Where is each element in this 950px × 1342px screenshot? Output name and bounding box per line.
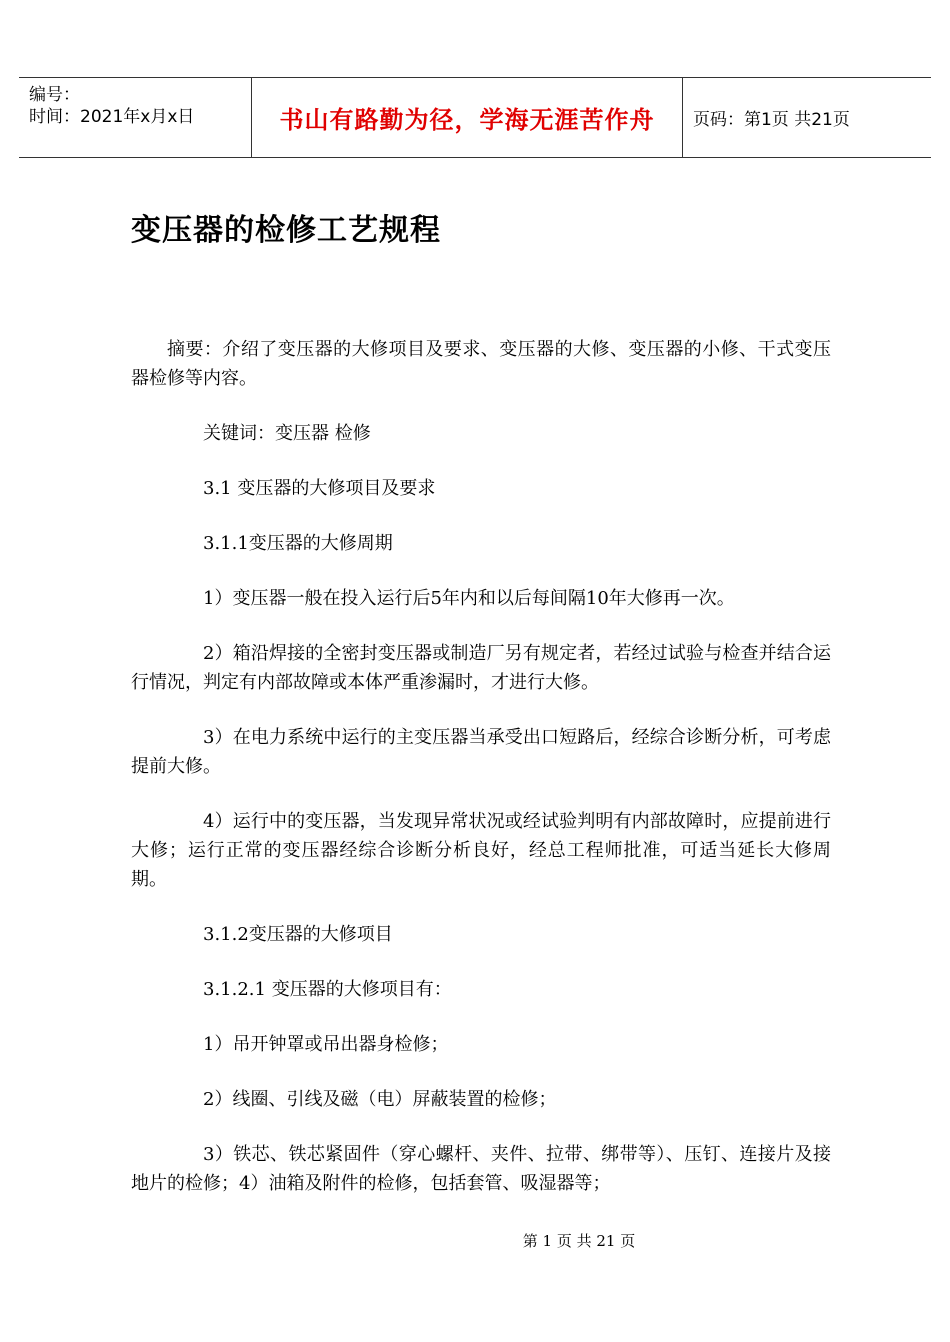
list-item: 4）运行中的变压器，当发现异常状况或经试验判明有内部故障时，应提前进行大修；运行正常的变压器经综合诊断分析良好，经总工程师批准，可适当延长大修周期。: [131, 811, 831, 890]
abstract-paragraph: 摘要：介绍了变压器的大修项目及要求、变压器的大修、变压器的小修、干式变压器检修等内容。: [131, 339, 831, 389]
subsection-heading: 3.1.2变压器的大修项目: [203, 924, 393, 945]
subsection-heading: 3.1.2.1 变压器的大修项目有：: [203, 979, 452, 1000]
list-item: 1）变压器一般在投入运行后5年内和以后每间隔10年大修再一次。: [203, 588, 735, 609]
page-header: [19, 77, 931, 158]
document-time: 时间：2021年x月x日: [29, 107, 195, 127]
header-motto-cell: [252, 78, 683, 157]
document-title: 变压器的检修工艺规程: [131, 213, 441, 248]
list-item: 1）吊开钟罩或吊出器身检修；: [203, 1034, 449, 1055]
keywords-paragraph: 关键词：变压器 检修: [203, 423, 371, 444]
list-item: 2）箱沿焊接的全密封变压器或制造厂另有规定者，若经过试验与检查并结合运行情况，判定有内部故障或本体严重渗漏时，才进行大修。: [131, 643, 831, 693]
list-item: 2）线圈、引线及磁（电）屏蔽装置的检修；: [203, 1089, 557, 1110]
page-footer: [0, 1230, 950, 1251]
subsection-heading: 3.1.1变压器的大修周期: [203, 533, 393, 554]
header-meta-cell: [19, 78, 252, 157]
header-page-cell: [683, 78, 931, 157]
footer-page-number: 第 1 页 共 21 页: [522, 1232, 636, 1250]
document-number: 编号：: [29, 85, 80, 105]
page-info: 页码：第1页 共21页: [693, 110, 850, 130]
list-item: 3）在电力系统中运行的主变压器当承受出口短路后，经综合诊断分析，可考虑提前大修。: [131, 727, 831, 777]
list-item: 3）铁芯、铁芯紧固件（穿心螺杆、夹件、拉带、绑带等）、压钉、连接片及接地片的检修；4）油箱及附件的检修，包括套管、吸湿器等；: [131, 1144, 831, 1194]
document-body: [131, 335, 831, 1224]
motto: 书山有路勤为径，学海无涯苦作舟: [279, 106, 655, 134]
section-heading: 3.1 变压器的大修项目及要求: [203, 478, 436, 499]
